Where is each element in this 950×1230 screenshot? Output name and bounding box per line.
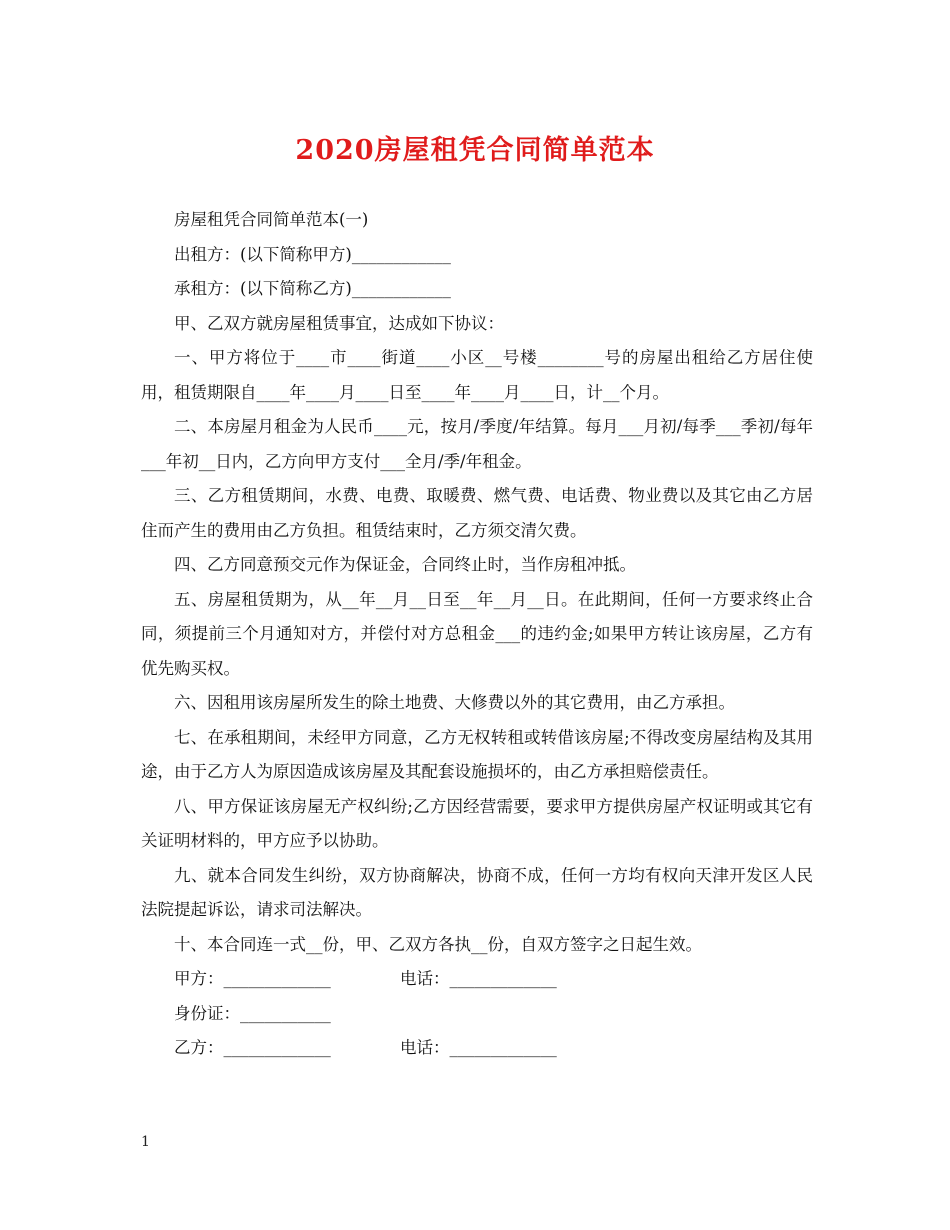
clause-8: 八、甲方保证该房屋无产权纠纷;乙方因经营需要，要求甲方提供房屋产权证明或其它有关证明材料的，甲方应予以协助。 bbox=[141, 796, 813, 850]
signature-row-party-a bbox=[141, 962, 813, 997]
agreement-intro: 甲、乙双方就房屋租赁事宜，达成如下协议： bbox=[174, 313, 504, 333]
clause-6: 六、因租用该房屋所发生的除土地费、大修费以外的其它费用，由乙方承担。 bbox=[174, 693, 735, 712]
clause-2: 二、本房屋月租金为人民币____元，按月/季度/年结算。每月___月初/每季___季初/每年___年初__日内，乙方向甲方支付___全月/季/年租金。 bbox=[141, 417, 813, 471]
clause-1: 一、甲方将位于____市____街道____小区__号楼________号的房屋出租给乙方居住使用，租赁期限自____年____月____日至____年____月____日，计__个月。 bbox=[141, 348, 813, 402]
party-a-phone-field: 电话：_____________ bbox=[400, 969, 557, 988]
clause-3: 三、乙方租赁期间，水费、电费、取暖费、燃气费、电话费、物业费以及其它由乙方居住而产生的费用由乙方负担。租赁结束时，乙方须交清欠费。 bbox=[141, 486, 813, 540]
subtitle: 房屋租凭合同简单范本(一) bbox=[174, 210, 369, 229]
clause-4: 四、乙方同意预交元作为保证金，合同终止时，当作房租冲抵。 bbox=[174, 555, 636, 574]
contract-body bbox=[141, 203, 813, 1066]
lessor-line: 出租方：(以下简称甲方)____________ bbox=[174, 244, 451, 264]
clause-7: 七、在承租期间，未经甲方同意，乙方无权转租或转借该房屋;不得改变房屋结构及其用途，由于乙方人为原因造成该房屋及其配套设施损坏的，由乙方承担赔偿责任。 bbox=[141, 727, 813, 781]
document-title: 2020房屋租凭合同简单范本 bbox=[295, 135, 655, 166]
signature-row-id-card bbox=[141, 997, 813, 1032]
clause-5: 五、房屋租赁期为，从__年__月__日至__年__月__日。在此期间，任何一方要求终止合同，须提前三个月通知对方，并偿付对方总租金___的违约金;如果甲方转让该房屋，乙方有优先购买权。 bbox=[141, 589, 813, 678]
party-b-phone-field: 电话：_____________ bbox=[400, 1038, 557, 1057]
signature-row-party-b bbox=[141, 1031, 813, 1066]
clause-9: 九、就本合同发生纠纷，双方协商解决，协商不成，任何一方均有权向天津开发区人民法院提起诉讼，请求司法解决。 bbox=[141, 865, 813, 919]
party-a-signature-field: 甲方：_____________ bbox=[174, 969, 331, 988]
page-number: 1 bbox=[141, 1134, 150, 1150]
lessee-line: 承租方：(以下简称乙方)____________ bbox=[174, 279, 451, 298]
party-b-signature-field: 乙方：_____________ bbox=[174, 1038, 331, 1057]
clause-10: 十、本合同连一式__份，甲、乙双方各执__份，自双方签字之日起生效。 bbox=[174, 934, 702, 954]
id-card-field: 身份证：___________ bbox=[174, 1003, 331, 1023]
